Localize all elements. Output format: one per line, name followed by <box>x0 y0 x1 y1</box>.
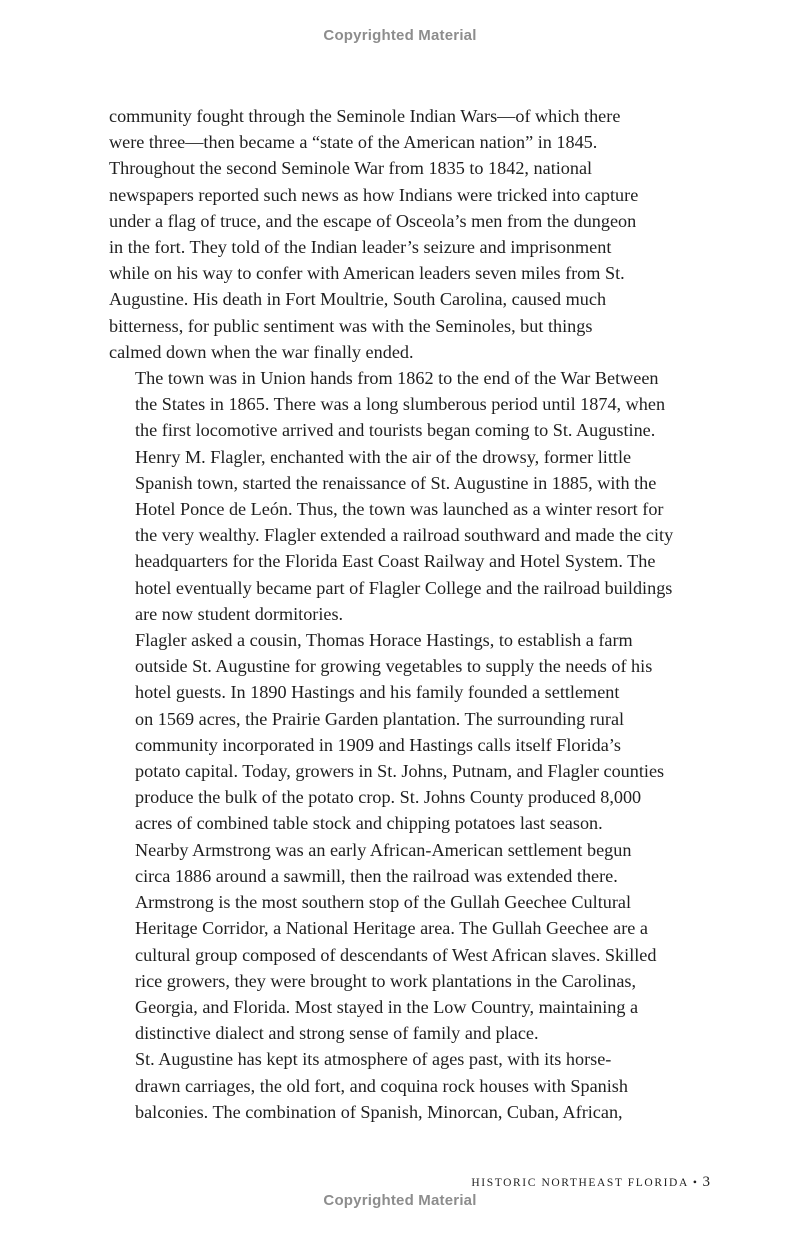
text-line: Flagler asked a cousin, Thomas Horace Hastings, to establish a farm <box>135 630 633 651</box>
running-head-title: HISTORIC NORTHEAST FLORIDA <box>471 1177 689 1189</box>
text-line: headquarters for the Florida East Coast Railway and Hotel System. The <box>135 551 656 572</box>
text-line: rice growers, they were brought to work plantations in the Carolinas, <box>135 970 637 991</box>
text-line: Throughout the second Seminole War from 1835 to 1842, national <box>109 158 593 179</box>
text-line: under a flag of truce, and the escape of Osceola’s men from the dungeon <box>109 210 637 231</box>
paragraph <box>109 365 709 444</box>
text-line: community fought through the Seminole Indian Wars—of which there <box>109 106 621 126</box>
paragraph <box>109 837 709 1047</box>
text-line: the States in 1865. There was a long slumberous period until 1874, when <box>135 394 666 415</box>
paragraph <box>109 103 709 365</box>
paragraph <box>109 444 709 627</box>
text-line: distinctive dialect and strong sense of family and place. <box>135 1023 539 1044</box>
text-line: potato capital. Today, growers in St. Johns, Putnam, and Flagler counties <box>135 761 665 782</box>
text-line: calmed down when the war finally ended. <box>109 341 414 362</box>
text-line: Augustine. His death in Fort Moultrie, South Carolina, caused much <box>109 289 607 310</box>
footer-separator: • <box>692 1177 699 1189</box>
text-line: the first locomotive arrived and tourists began coming to St. Augustine. <box>135 420 656 441</box>
text-line: Hotel Ponce de León. Thus, the town was launched as a winter resort for <box>135 499 664 520</box>
text-line: Nearby Armstrong was an early African-American settlement begun <box>135 839 632 860</box>
text-line: acres of combined table stock and chipping potatoes last season. <box>135 813 603 834</box>
text-line: Henry M. Flagler, enchanted with the air of the drowsy, former little <box>135 446 632 467</box>
page-number: 3 <box>702 1174 710 1190</box>
running-footer <box>471 1174 710 1191</box>
text-line: bitterness, for public sentiment was with the Seminoles, but things <box>109 315 593 336</box>
text-line: produce the bulk of the potato crop. St. Johns County produced 8,000 <box>135 787 642 808</box>
text-line: drawn carriages, the old fort, and coquina rock houses with Spanish <box>135 1075 628 1096</box>
page-body-text <box>109 103 709 1125</box>
text-line: are now student dormitories. <box>135 603 344 624</box>
text-line: were three—then became a “state of the American nation” in 1845. <box>109 132 598 153</box>
text-line: circa 1886 around a sawmill, then the railroad was extended there. <box>135 865 618 886</box>
text-line: on 1569 acres, the Prairie Garden plantation. The surrounding rural <box>135 708 625 729</box>
text-line: Heritage Corridor, a National Heritage area. The Gullah Geechee are a <box>135 918 648 939</box>
text-line: hotel guests. In 1890 Hastings and his family founded a settlement <box>135 682 620 703</box>
text-line: balconies. The combination of Spanish, Minorcan, Cuban, African, <box>135 1101 623 1122</box>
text-line: The town was in Union hands from 1862 to the end of the War Between <box>135 368 659 389</box>
text-line: cultural group composed of descendants of West African slaves. Skilled <box>135 944 657 965</box>
text-line: Spanish town, started the renaissance of St. Augustine in 1885, with the <box>135 472 657 493</box>
text-line: newspapers reported such news as how Indians were tricked into capture <box>109 184 639 205</box>
text-line: community incorporated in 1909 and Hastings calls itself Florida’s <box>135 734 621 755</box>
paragraph <box>109 1046 709 1125</box>
text-line: Armstrong is the most southern stop of the Gullah Geechee Cultural <box>135 892 632 913</box>
copyright-watermark-top: Copyrighted Material <box>323 27 477 44</box>
text-line: St. Augustine has kept its atmosphere of ages past, with its horse- <box>135 1049 612 1070</box>
copyright-watermark-bottom: Copyrighted Material <box>323 1192 477 1209</box>
text-line: outside St. Augustine for growing vegetables to supply the needs of his <box>135 656 653 677</box>
text-line: in the fort. They told of the Indian leader’s seizure and imprisonment <box>109 237 612 258</box>
text-line: the very wealthy. Flagler extended a railroad southward and made the city <box>135 525 674 546</box>
text-line: hotel eventually became part of Flagler College and the railroad buildings <box>135 577 673 598</box>
text-line: while on his way to confer with American leaders seven miles from St. <box>109 263 625 284</box>
paragraph <box>109 627 709 837</box>
text-line: Georgia, and Florida. Most stayed in the Low Country, maintaining a <box>135 996 639 1017</box>
